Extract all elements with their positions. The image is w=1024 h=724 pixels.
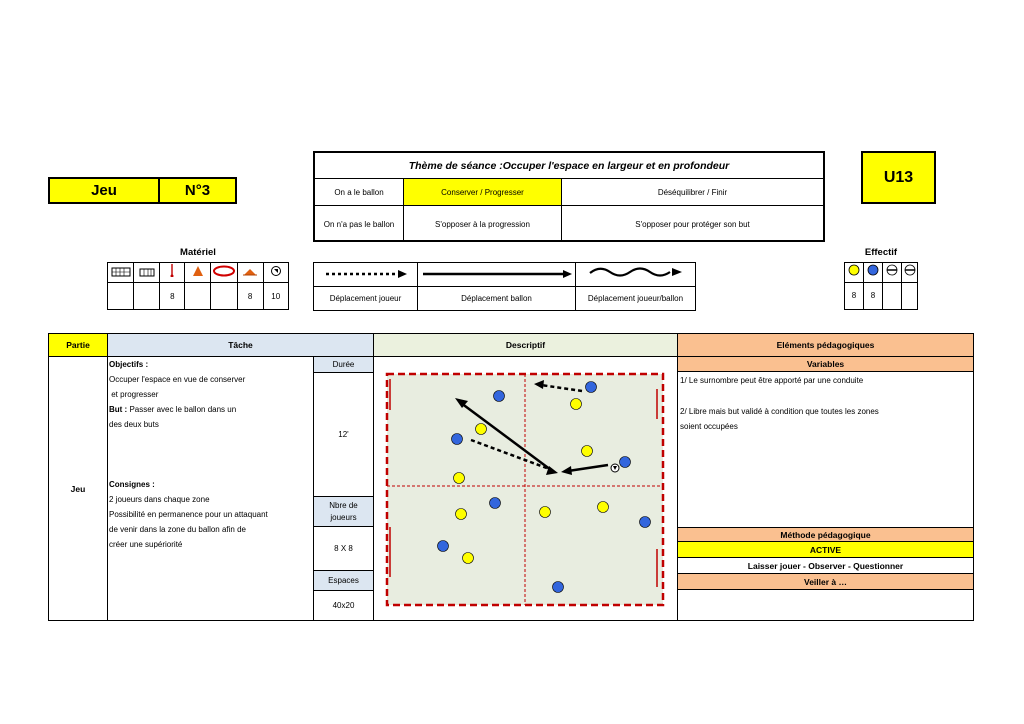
header-descriptif: Descriptif [374,334,678,357]
goal-large-icon [108,263,134,283]
objectifs-line-1: Occuper l'espace en vue de conserver [109,375,246,384]
game-number: N°3 [158,177,237,204]
desequilibrer-finir: Déséquilibrer / Finir [657,187,728,197]
qty-marker: 8 [237,283,263,310]
consignes-line-1: 2 joueurs dans chaque zone [109,495,210,504]
header-elements: Eléments pédagogiques [678,334,973,357]
opposer-progression: S'opposer à la progression [404,206,562,242]
qty-cone [185,283,210,310]
yellow-player [476,424,487,435]
yellow-player-icon [845,263,864,283]
yellow-player [598,502,609,513]
legend-player-label: Déplacement joueur [314,287,418,311]
goalkeeper-icon [902,263,918,283]
partie-value: Jeu [49,357,108,620]
pitch-diagram [374,357,678,620]
blue-player [620,457,631,468]
qty-flag-pole: 8 [160,283,185,310]
blue-player [452,434,463,445]
veiller-title: Veiller à … [678,574,973,590]
theme-row-noball [315,206,823,242]
descriptif-area [374,357,678,620]
player-move-icon [314,263,418,287]
objectifs-line-2: et progresser [109,390,159,399]
qty-goal-small [134,283,160,310]
opposer-proteger: S'opposer pour protéger son but [635,219,750,229]
yellow-player [540,507,551,518]
goal-small-icon [134,263,160,283]
legend-table [313,262,696,311]
consignes-line-3: de venir dans la zone du ballon afin de [109,525,246,534]
yellow-player [463,553,474,564]
variable-2b: soient occupées [680,422,738,431]
flag-pole-icon [160,263,185,283]
methode-detail: Laisser jouer - Observer - Questionner [678,558,973,574]
qty-ball: 10 [263,283,289,310]
qty-goalkeeper [902,282,918,309]
consignes-line-2: Possibilité en permanence pour un attaquant [109,510,268,519]
methode-title: Méthode pédagogique [678,527,973,542]
conserver-progresser: Conserver / Progresser [404,179,562,205]
consignes-title: Consignes : [109,480,155,489]
theme-table [313,151,825,242]
but-line-2: des deux buts [109,420,159,429]
blue-player [438,541,449,552]
tache-content [109,357,314,620]
joueurs-value: 8 X 8 [314,527,374,571]
cone-icon [185,263,210,283]
but-text: Passer avec le ballon dans un [127,405,237,414]
espaces-value: 40x20 [314,591,374,620]
row-label-ball: On a le ballon [315,179,404,205]
joueurs-label-line-1: Nbre de [329,501,358,510]
materiel-title: Matériel [180,246,216,258]
variable-2a: 2/ Libre mais but validé à condition que toutes les zones [680,407,879,416]
jeu-label: Jeu [48,177,160,204]
blue-player [490,498,501,509]
espaces-label: Espaces [314,571,374,591]
yellow-player [456,509,467,520]
qty-neutral [883,282,902,309]
qty-goal-large [108,283,134,310]
theme-title: Thème de séance :Occuper l'espace en largeur et en profondeur [315,153,823,179]
yellow-player [582,446,593,457]
neutral-player-icon [883,263,902,283]
category-badge: U13 [861,151,936,204]
joueurs-label [314,497,374,527]
variables-title: Variables [678,357,973,372]
blue-player [553,582,564,593]
duree-value: 12' [314,373,374,497]
methode-value: ACTIVE [678,542,973,558]
qty-blue: 8 [864,282,883,309]
legend-ball-label: Déplacement ballon [418,287,576,311]
effectif-title: Effectif [864,246,898,258]
consignes-line-4: créer une supériorité [109,540,183,549]
joueurs-label-line-2: joueurs [330,513,357,522]
legend-dribble-label: Déplacement joueur/ballon [576,287,696,311]
marker-icon [237,263,263,283]
blue-player [494,391,505,402]
qty-yellow: 8 [845,282,864,309]
blue-player [640,517,651,528]
qty-hoop [210,283,237,310]
ball-move-icon [418,263,576,287]
header-tache: Tâche [108,334,374,357]
yellow-player [571,399,582,410]
blue-player-icon [864,263,883,283]
objectifs-title: Objectifs : [109,360,149,369]
hoop-icon [210,263,237,283]
but-title: But : [109,405,128,414]
yellow-player [454,473,465,484]
blue-player [586,382,597,393]
dribble-move-icon [576,263,696,287]
theme-row-ball [315,179,823,206]
ball-icon [263,263,289,283]
effectif-table [844,262,918,310]
duree-label: Durée [314,357,374,373]
row-label-noball: On n'a pas le ballon [315,206,404,242]
variable-1: 1/ Le surnombre peut être apporté par une conduite [680,376,864,385]
materiel-table [107,262,289,310]
variables-content [680,373,970,526]
header-partie: Partie [49,334,108,357]
